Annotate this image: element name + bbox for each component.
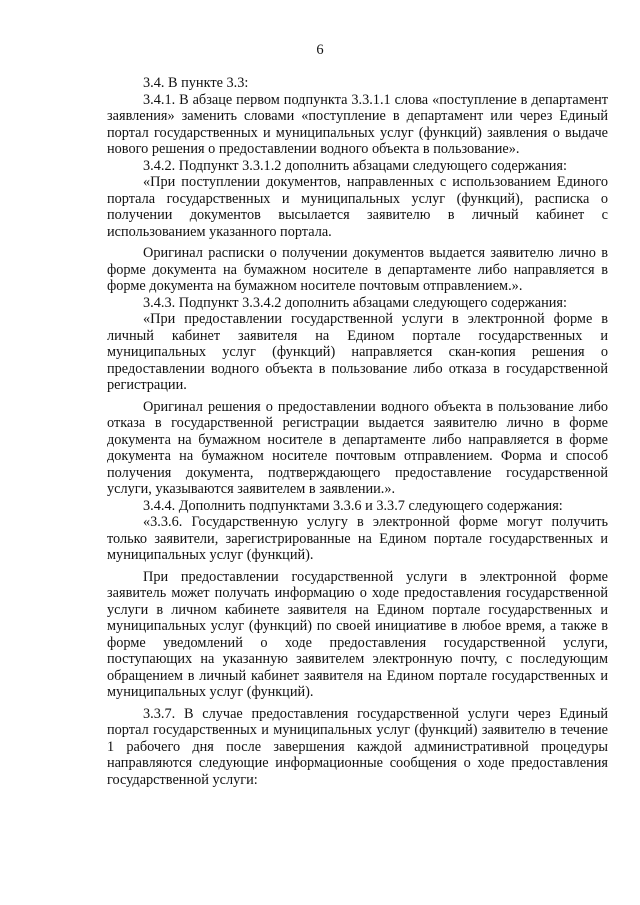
paragraph-receipt-electronic: «При поступлении документов, направленных с использованием Единого портала государственных и муниципальных услуг (функций), расписка о получении документов высылается заявителю в личный кабинет с использованием указанного портала. xyxy=(107,174,608,240)
paragraph-decision-original: Оригинал решения о предоставлении водного объекта в пользование либо отказа в государственной регистрации выдается заявителю лично в форме документа на бумажном носителе в департаменте либо направляется в форме документа на бумажном носителе почтовым отправлением. Форма и способ получения документа, подтверждающего предоставление государственной услуги, указываются заявителем в заявлении.». xyxy=(107,398,608,497)
paragraph-progress-info: При предоставлении государственной услуги в электронной форме заявитель может получать информацию о ходе предоставления государственной услуги в личном кабинете заявителя на Едином портале государственных и муниципальных услуг (функций) по своей инициативе в любое время, а также в форме уведомлений о ходе предоставления государственной услуги, поступающих на указанную заявителем электронную почту, с последующим обращением в личный кабинет заявителя на Едином портале государственных и муниципальных услуг (функций). xyxy=(107,568,608,700)
paragraph-3-4-2: 3.4.2. Подпункт 3.3.1.2 дополнить абзацами следующего содержания: xyxy=(143,157,567,174)
paragraph-3-4-4: 3.4.4. Дополнить подпунктами 3.3.6 и 3.3.7 следующего содержания: xyxy=(143,497,563,514)
paragraph-decision-electronic: «При предоставлении государственной услуги в электронной форме в личный кабинет заявителя на Едином портале государственных и муниципальных услуг (функций) направляется скан-копия решения о предоставлении водного объекта в пользование либо отказа в государственной регистрации. xyxy=(107,311,608,393)
paragraph-3-3-6: «3.3.6. Государственную услугу в электронной форме могут получить только заявители, зарегистрированные на Едином портале государственных и муниципальных услуг (функций). xyxy=(107,514,608,563)
document-body xyxy=(107,75,608,788)
paragraph-3-3-7: 3.3.7. В случае предоставления государственной услуги через Единый портал государственных и муниципальных услуг (функций) заявителю в течение 1 рабочего дня после завершения каждой административной процедуры направляются следующие информационные сообщения о ходе предоставления государственной услуги: xyxy=(107,705,608,788)
paragraph-receipt-original: Оригинал расписки о получении документов выдается заявителю лично в форме документа на бумажном носителе в департаменте либо направляется в форме документа на бумажном носителе почтовым отправлением.». xyxy=(107,245,608,294)
paragraph-3-4-3: 3.4.3. Подпункт 3.3.4.2 дополнить абзацами следующего содержания: xyxy=(143,294,567,311)
paragraph-3-4-1: 3.4.1. В абзаце первом подпункта 3.3.1.1 слова «поступление в департамент заявления» заменить словами «поступление в департамент или через Единый портал государственных и муниципальных услуг (функций) заявления о выдаче нового решения о предоставлении водного объекта в пользование». xyxy=(107,91,608,157)
page-number: 6 xyxy=(316,42,324,58)
paragraph-3-4: 3.4. В пункте 3.3: xyxy=(143,75,249,91)
